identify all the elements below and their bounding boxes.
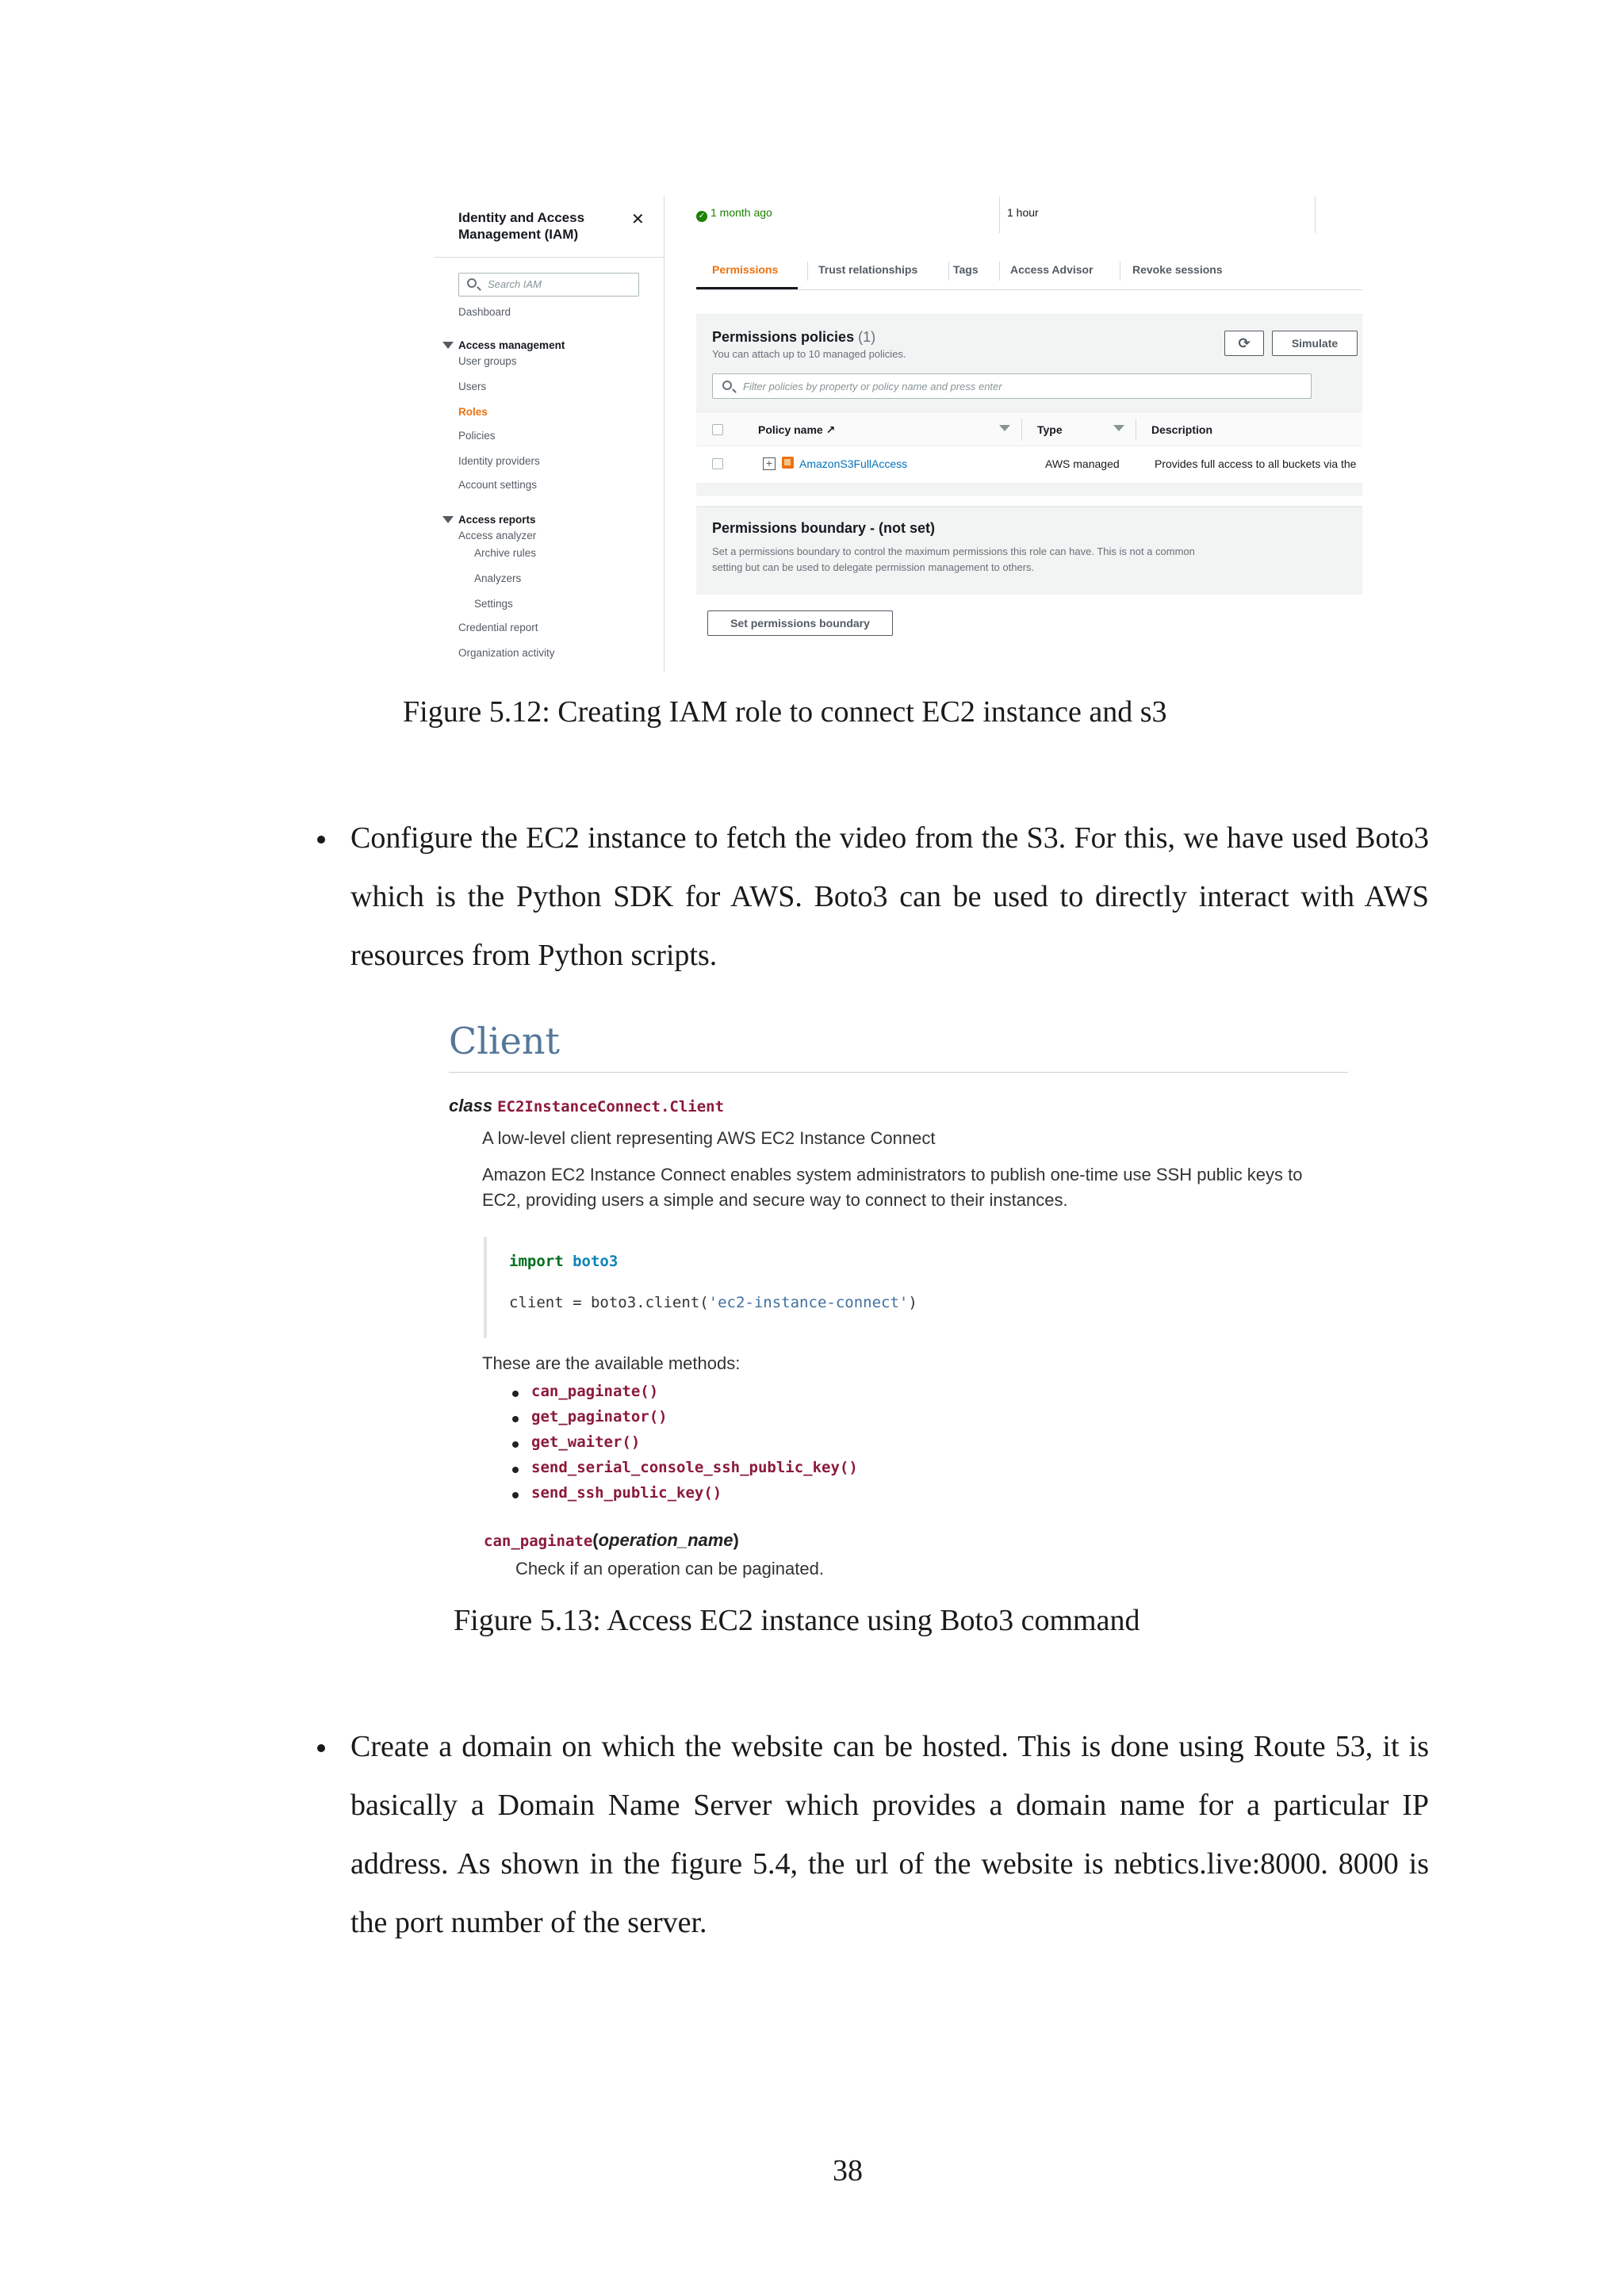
last-activity-value: 1 month ago bbox=[710, 206, 772, 219]
sidebar-section-access-management[interactable] bbox=[458, 339, 565, 351]
sidebar-item-access-analyzer[interactable]: Access analyzer bbox=[458, 530, 537, 541]
bullet-paragraph-1: Configure the EC2 instance to fetch the video from the S3. For this, we have used Boto3 which is the Python SDK for AWS. Boto3 can be used to directly interact with AWS resources from Python scripts. bbox=[350, 821, 1429, 972]
sidebar-item-users[interactable]: Users bbox=[458, 381, 487, 392]
sidebar-item-dashboard[interactable]: Dashboard bbox=[458, 306, 511, 318]
code-string: 'ec2-instance-connect' bbox=[708, 1294, 909, 1311]
module-name: boto3 bbox=[573, 1253, 619, 1270]
policy-package-icon bbox=[782, 457, 794, 469]
filter-placeholder: Filter policies by property or policy name and press enter bbox=[743, 381, 1002, 392]
class-detail-line-2: EC2, providing users a simple and secure way to connect to their instances. bbox=[482, 1190, 1068, 1210]
tab-permissions[interactable]: Permissions bbox=[712, 263, 779, 276]
close-icon[interactable]: ✕ bbox=[631, 211, 645, 228]
column-policy-name[interactable] bbox=[758, 423, 835, 437]
sidebar-divider bbox=[435, 257, 665, 258]
check-circle-icon: ✓ bbox=[696, 211, 707, 222]
column-type[interactable]: Type bbox=[1037, 423, 1063, 436]
table-row bbox=[696, 446, 1362, 483]
iam-main-panel bbox=[696, 197, 1362, 672]
bullet-point bbox=[317, 1744, 325, 1752]
policies-table-header bbox=[696, 411, 1362, 446]
boundary-description: Set a permissions boundary to control the maximum permissions this role can have. This is not a common setting but can be used to delegate permission management to others. bbox=[712, 545, 1195, 573]
import-keyword: import bbox=[509, 1253, 564, 1270]
figure-caption-5-13: Figure 5.13: Access EC2 instance using Boto3 command bbox=[454, 1604, 1140, 1637]
sort-caret-icon[interactable] bbox=[1113, 425, 1124, 431]
doc-heading: Client bbox=[449, 1020, 560, 1062]
policy-type: AWS managed bbox=[1045, 457, 1120, 470]
page-number: 38 bbox=[833, 2154, 863, 2187]
tab-separator bbox=[807, 262, 808, 281]
method-arg: operation_name bbox=[598, 1530, 733, 1550]
bullet-paragraph-2: Create a domain on which the website can be hosted. This is done using Route 53, it is basically a Domain Name Server which provides a domain name for a particular IP address. As shown in the figure 5.4, the url of the website is nebtics.live:8000. 8000 is the port number of the server. bbox=[350, 1730, 1429, 1939]
class-signature bbox=[449, 1096, 724, 1116]
expand-icon[interactable]: + bbox=[763, 457, 776, 470]
permissions-title bbox=[712, 329, 875, 346]
list-item[interactable]: send_serial_console_ssh_public_key() bbox=[509, 1459, 858, 1484]
row-checkbox[interactable] bbox=[712, 458, 723, 469]
permissions-boundary-panel bbox=[696, 506, 1362, 595]
caret-down-icon bbox=[442, 516, 454, 523]
tab-separator bbox=[948, 262, 949, 281]
method-name: can_paginate bbox=[484, 1533, 593, 1550]
policy-description: Provides full access to all buckets via the bbox=[1155, 457, 1357, 470]
permissions-subtitle: You can attach up to 10 managed policies. bbox=[712, 348, 906, 360]
sidebar-item-user-groups[interactable]: User groups bbox=[458, 355, 517, 367]
search-icon bbox=[467, 278, 477, 288]
sort-caret-icon[interactable] bbox=[999, 425, 1010, 431]
role-tabs bbox=[696, 252, 1362, 290]
class-detail-line-1: Amazon EC2 Instance Connect enables system administrators to publish one-time use SSH public keys to bbox=[482, 1165, 1303, 1184]
sidebar-item-organization-activity[interactable]: Organization activity bbox=[458, 647, 555, 659]
column-label: Policy name bbox=[758, 423, 823, 436]
figure-caption-5-12: Figure 5.12: Creating IAM role to connect EC2 instance and s3 bbox=[403, 695, 1167, 729]
column-separator bbox=[1021, 419, 1022, 441]
policy-link[interactable]: AmazonS3FullAccess bbox=[799, 457, 908, 470]
methods-intro: These are the available methods: bbox=[482, 1353, 741, 1373]
sidebar-item-archive-rules[interactable]: Archive rules bbox=[474, 547, 537, 559]
heading-rule bbox=[449, 1072, 1348, 1073]
boundary-title: Permissions boundary - (not set) bbox=[712, 520, 936, 536]
summary-divider bbox=[1315, 197, 1316, 233]
search-icon bbox=[722, 381, 732, 390]
list-item[interactable]: can_paginate() bbox=[509, 1383, 858, 1408]
code-block bbox=[484, 1237, 1348, 1338]
class-name: EC2InstanceConnect.Client bbox=[497, 1098, 725, 1115]
sidebar-item-roles[interactable]: Roles bbox=[458, 406, 488, 418]
sidebar-item-analyzers[interactable]: Analyzers bbox=[474, 572, 522, 584]
tab-revoke-sessions[interactable]: Revoke sessions bbox=[1132, 263, 1223, 276]
sidebar-item-credential-report[interactable]: Credential report bbox=[458, 622, 538, 633]
filter-policies-input[interactable] bbox=[712, 373, 1312, 399]
search-iam-input[interactable] bbox=[458, 273, 639, 297]
permissions-policies-panel bbox=[696, 314, 1362, 496]
policy-count: (1) bbox=[858, 329, 876, 345]
simulate-button[interactable]: Simulate bbox=[1272, 331, 1358, 356]
sidebar-item-policies[interactable]: Policies bbox=[458, 430, 496, 442]
set-permissions-boundary-button[interactable]: Set permissions boundary bbox=[707, 610, 893, 636]
sidebar-title: Identity and Access Management (IAM) bbox=[458, 210, 585, 242]
tab-access-advisor[interactable]: Access Advisor bbox=[1010, 263, 1094, 276]
tab-tags[interactable]: Tags bbox=[953, 263, 979, 276]
list-item[interactable]: get_paginator() bbox=[509, 1408, 858, 1433]
refresh-button[interactable] bbox=[1224, 331, 1264, 356]
active-tab-indicator bbox=[696, 287, 798, 289]
class-description: A low-level client representing AWS EC2 Instance Connect bbox=[482, 1128, 936, 1148]
sidebar-item-settings[interactable]: Settings bbox=[474, 598, 513, 610]
methods-list bbox=[509, 1383, 858, 1510]
permissions-title-text: Permissions policies bbox=[712, 329, 855, 345]
tab-separator bbox=[999, 262, 1000, 281]
code-prefix: client = boto3.client( bbox=[509, 1294, 709, 1311]
list-item[interactable]: get_waiter() bbox=[509, 1433, 858, 1459]
last-activity bbox=[696, 206, 772, 222]
max-session-duration: 1 hour bbox=[1007, 206, 1039, 219]
code-line-client bbox=[509, 1294, 917, 1311]
section-label: Access management bbox=[458, 339, 565, 351]
external-link-icon: ↗ bbox=[825, 423, 836, 436]
method-signature: can_paginate(operation_name) bbox=[484, 1530, 739, 1550]
sidebar-section-access-reports[interactable] bbox=[458, 514, 536, 526]
iam-sidebar bbox=[435, 197, 665, 672]
code-suffix: ) bbox=[908, 1294, 917, 1311]
caret-down-icon bbox=[442, 342, 454, 349]
column-description[interactable]: Description bbox=[1151, 423, 1213, 436]
sidebar-item-account-settings[interactable]: Account settings bbox=[458, 479, 538, 491]
bullet-point bbox=[317, 836, 325, 844]
tab-trust-relationships[interactable]: Trust relationships bbox=[818, 263, 918, 276]
search-placeholder: Search IAM bbox=[488, 278, 542, 290]
select-all-checkbox[interactable] bbox=[712, 424, 723, 435]
section-label: Access reports bbox=[458, 514, 536, 526]
method-description: Check if an operation can be paginated. bbox=[515, 1559, 824, 1578]
code-line-import bbox=[509, 1253, 618, 1270]
class-keyword: class bbox=[449, 1096, 493, 1115]
list-item[interactable]: send_ssh_public_key() bbox=[509, 1484, 858, 1510]
refresh-icon: ⟳ bbox=[1238, 335, 1251, 351]
boto3-docs-screenshot bbox=[435, 1007, 1362, 1578]
sidebar-item-identity-providers[interactable]: Identity providers bbox=[458, 455, 540, 467]
summary-divider bbox=[999, 197, 1000, 233]
iam-console-screenshot bbox=[435, 197, 1362, 672]
